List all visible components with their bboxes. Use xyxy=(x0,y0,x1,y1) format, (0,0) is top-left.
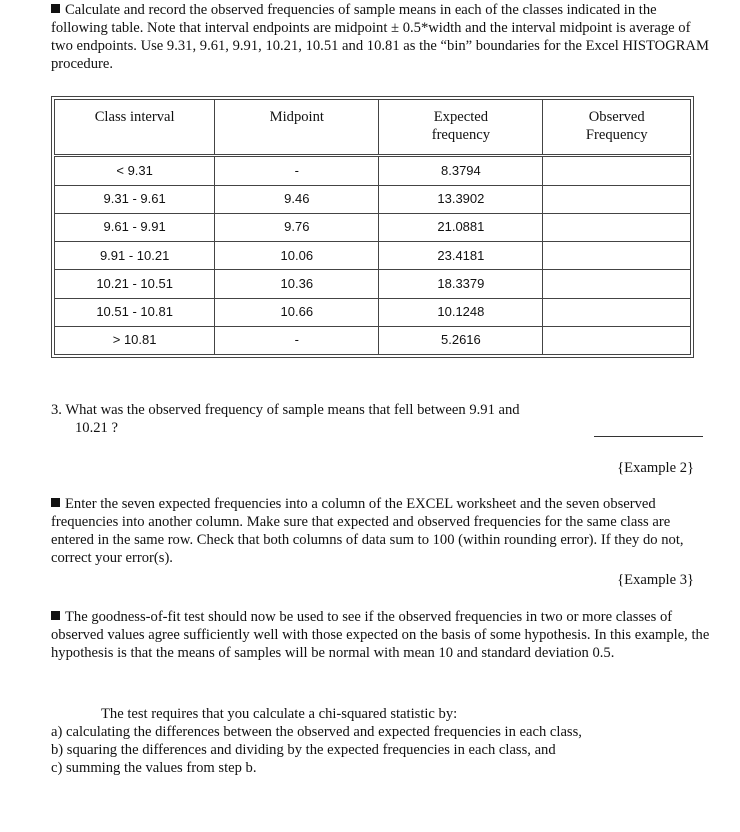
cell-midpoint: - xyxy=(215,156,379,185)
cell-interval: 9.61 - 9.91 xyxy=(55,213,215,241)
cell-interval: 9.91 - 10.21 xyxy=(55,242,215,270)
question-3 xyxy=(51,401,611,437)
cell-observed[interactable] xyxy=(543,326,691,354)
cell-expected: 10.1248 xyxy=(379,298,543,326)
table-row xyxy=(55,185,691,213)
cell-expected: 23.4181 xyxy=(379,242,543,270)
question-3-line2: 10.21 ? xyxy=(75,420,118,436)
cell-observed[interactable] xyxy=(543,213,691,241)
chi-squared-instructions xyxy=(51,705,711,777)
step-c: c) summing the values from step b. xyxy=(51,760,257,776)
table-row xyxy=(55,213,691,241)
cell-interval: 10.21 - 10.51 xyxy=(55,270,215,298)
table-row xyxy=(55,156,691,185)
table-row xyxy=(55,298,691,326)
intro-text: Calculate and record the observed frequencies of sample means in each of the classes indicated in the following table. Note that interval endpoints are midpoint ± 0.5*width and the interval midpoint is average of two endpoints. Use 9.31, 9.61, 9.91, 10.21, 10.51 and 10.81 as the “bin” boundaries for the Excel HISTOGRAM procedure. xyxy=(51,2,709,72)
bullet-paragraph-goodness-of-fit xyxy=(51,608,711,662)
cell-expected: 13.3902 xyxy=(379,185,543,213)
cell-observed[interactable] xyxy=(543,242,691,270)
header-midpoint: Midpoint xyxy=(215,100,379,156)
cell-interval: > 10.81 xyxy=(55,326,215,354)
cell-midpoint: 10.36 xyxy=(215,270,379,298)
cell-interval: < 9.31 xyxy=(55,156,215,185)
cell-observed[interactable] xyxy=(543,185,691,213)
table-row xyxy=(55,242,691,270)
step-b: b) squaring the differences and dividing by the expected frequencies in each class, and xyxy=(51,742,556,758)
cell-midpoint: 9.76 xyxy=(215,213,379,241)
frequency-table xyxy=(51,96,694,358)
answer-blank-line[interactable] xyxy=(594,436,703,437)
header-expected-frequency: Expected frequency xyxy=(379,100,543,156)
header-class-interval: Class interval xyxy=(55,100,215,156)
cell-midpoint: - xyxy=(215,326,379,354)
cell-midpoint: 10.06 xyxy=(215,242,379,270)
chi-squared-lead: The test requires that you calculate a chi-squared statistic by: xyxy=(101,706,458,722)
bullet-paragraph-enter-frequencies xyxy=(51,495,711,567)
table-header-row xyxy=(55,100,691,156)
example-2-label: {Example 2} xyxy=(617,460,694,476)
example-3-label: {Example 3} xyxy=(617,572,694,588)
cell-midpoint: 9.46 xyxy=(215,185,379,213)
table-row xyxy=(55,270,691,298)
question-3-line1: 3. What was the observed frequency of sample means that fell between 9.91 and xyxy=(51,402,520,418)
cell-expected: 5.2616 xyxy=(379,326,543,354)
cell-expected: 21.0881 xyxy=(379,213,543,241)
intro-paragraph xyxy=(51,1,711,73)
cell-interval: 9.31 - 9.61 xyxy=(55,185,215,213)
cell-expected: 18.3379 xyxy=(379,270,543,298)
bullet-square-icon xyxy=(51,498,60,507)
cell-expected: 8.3794 xyxy=(379,156,543,185)
bullet-square-icon xyxy=(51,611,60,620)
cell-observed[interactable] xyxy=(543,156,691,185)
cell-interval: 10.51 - 10.81 xyxy=(55,298,215,326)
cell-observed[interactable] xyxy=(543,270,691,298)
cell-midpoint: 10.66 xyxy=(215,298,379,326)
bullet-square-icon xyxy=(51,4,60,13)
header-observed-frequency: Observed Frequency xyxy=(543,100,691,156)
table-row xyxy=(55,326,691,354)
bullet-2-text: Enter the seven expected frequencies into a column of the EXCEL worksheet and the seven observed frequencies into another column. Make sure that expected and observed frequencies for the same class are entered in the same row. Check that both columns of data sum to 100 (within rounding error). If they do not, correct your error(s). xyxy=(51,496,684,566)
bullet-3-text: The goodness-of-fit test should now be used to see if the observed frequencies in two or more classes of observed values agree sufficiently well with those expected on the basis of some hypothesis. In this example, the hypothesis is that the means of samples will be normal with mean 10 and standard deviation 0.5. xyxy=(51,609,710,661)
step-a: a) calculating the differences between the observed and expected frequencies in each class, xyxy=(51,724,582,740)
cell-observed[interactable] xyxy=(543,298,691,326)
